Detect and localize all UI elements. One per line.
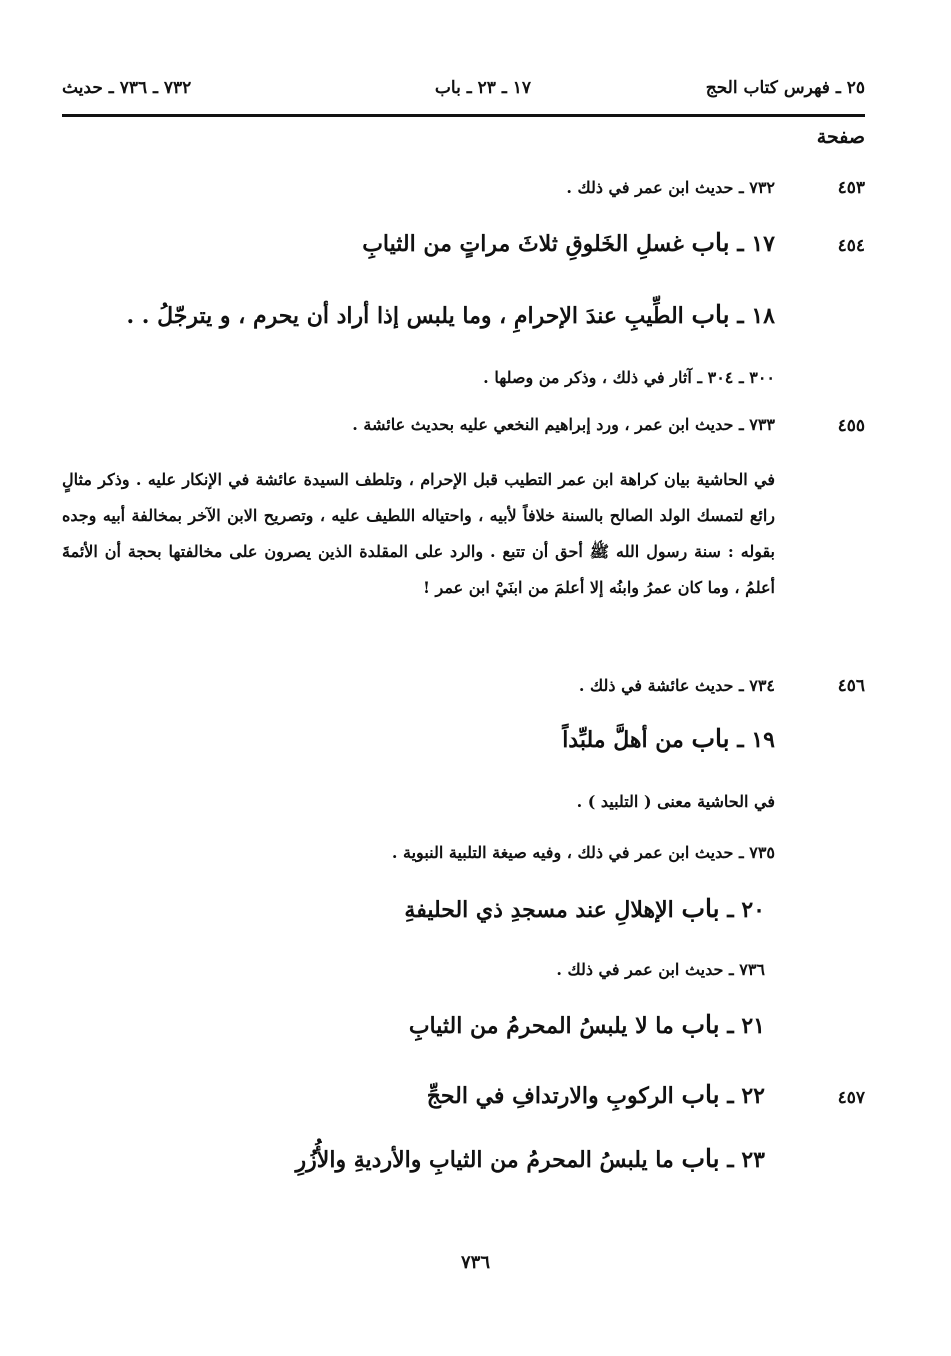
athar-entry: ٣٠٠ ـ ٣٠٤ ـ آثار في ذلك ، وذكر من وصلها . — [483, 368, 775, 387]
chapter-title: الطِّيبِ عندَ الإحرامِ ، وما يلبس إذا أراد أن يحرم ، و يترجّلُ . . — [126, 303, 684, 329]
chapter-title: الركوبِ والارتدافِ في الحجِّ — [426, 1083, 674, 1109]
chapter-number: ٢٢ ـ — [727, 1083, 765, 1109]
chapter-bab: باب — [691, 300, 730, 329]
page-ref: ٤٥٥ — [837, 416, 865, 436]
chapter-heading — [62, 894, 765, 923]
running-header-chapters-range: ١٧ ـ ٢٣ ـ باب — [434, 78, 531, 98]
chapter-heading — [62, 724, 775, 753]
hadith-entry: ٧٣٣ ـ حديث ابن عمر ، ورد إبراهيم النخعي عليه بحديث عائشة . — [352, 415, 775, 434]
chapter-number: ١٧ ـ — [737, 231, 775, 257]
page-ref: ٤٥٣ — [837, 178, 865, 198]
page-ref: ٤٥٧ — [837, 1088, 865, 1108]
chapter-heading — [62, 228, 775, 257]
chapter-bab: باب — [691, 228, 730, 257]
footnote-entry: في الحاشية معنى ( التلبيد ) . — [576, 792, 775, 811]
page-number: ٧٣٦ — [460, 1252, 490, 1273]
hadith-entry: ٧٣٦ ـ حديث ابن عمر في ذلك . — [556, 960, 765, 979]
chapter-title: ما لا يلبسُ المحرمُ من الثيابِ — [408, 1013, 674, 1039]
chapter-bab: باب — [691, 724, 730, 753]
chapter-title: ما يلبسُ المحرمُ من الثيابِ والأرديةِ والأُزُرِ — [295, 1147, 674, 1173]
chapter-bab: باب — [681, 1080, 720, 1109]
chapter-title: غسلِ الخَلوقِ ثلاثَ مراتٍ من الثيابِ — [362, 231, 684, 257]
hadith-entry: ٧٣٢ ـ حديث ابن عمر في ذلك . — [566, 178, 775, 197]
chapter-title: الإهلالِ عند مسجدِ ذي الحليفةِ — [404, 897, 674, 923]
chapter-number: ٢٣ ـ — [727, 1147, 765, 1173]
chapter-number: ١٨ ـ — [737, 303, 775, 329]
chapter-heading — [62, 1010, 765, 1039]
chapter-number: ١٩ ـ — [737, 727, 775, 753]
header-rule — [62, 114, 865, 117]
page-column-label: صفحة — [816, 126, 865, 148]
chapter-heading — [62, 300, 775, 329]
hadith-entry: ٧٣٥ ـ حديث ابن عمر في ذلك ، وفيه صيغة التلبية النبوية . — [391, 843, 775, 862]
hadith-entry: ٧٣٤ ـ حديث عائشة في ذلك . — [578, 676, 775, 695]
footnote-summary-paragraph: في الحاشية بيان كراهة ابن عمر التطيب قبل الإحرام ، وتلطف السيدة عائشة في الإنكار عليه . وذكر مثالٍ رائع لتمسك الولد الصالح بالسنة خلافاً لأبيه ، واحتياله اللطيف عليه ، وتصريح الابن الآخر بمخالفة أبيه وجده بقوله : سنة رسول الله ﷺ أحق أن تتبع . والرد على المقلدة الذين يصرون على مخالفتها بحجة أن الأئمةَ أعلمُ ، وما كان عمرُ وابنُه إلا أعلمَ من ابنَيْ ابن عمر ! — [62, 470, 776, 597]
chapter-number: ٢٠ ـ — [727, 897, 765, 923]
chapter-heading — [62, 1144, 765, 1173]
running-header-hadith-range: ٧٣٢ ـ ٧٣٦ ـ حديث — [62, 78, 192, 98]
page-ref: ٤٥٦ — [837, 676, 865, 696]
chapter-bab: باب — [681, 1144, 720, 1173]
page-ref: ٤٥٤ — [837, 236, 865, 256]
running-header-chapter: ٢٥ ـ فهرس كتاب الحج — [705, 78, 865, 98]
chapter-heading — [62, 1080, 765, 1109]
chapter-number: ٢١ ـ — [727, 1013, 765, 1039]
chapter-bab: باب — [681, 1010, 720, 1039]
chapter-bab: باب — [681, 894, 720, 923]
chapter-title: من أهلَّ ملبِّداً — [562, 727, 684, 753]
